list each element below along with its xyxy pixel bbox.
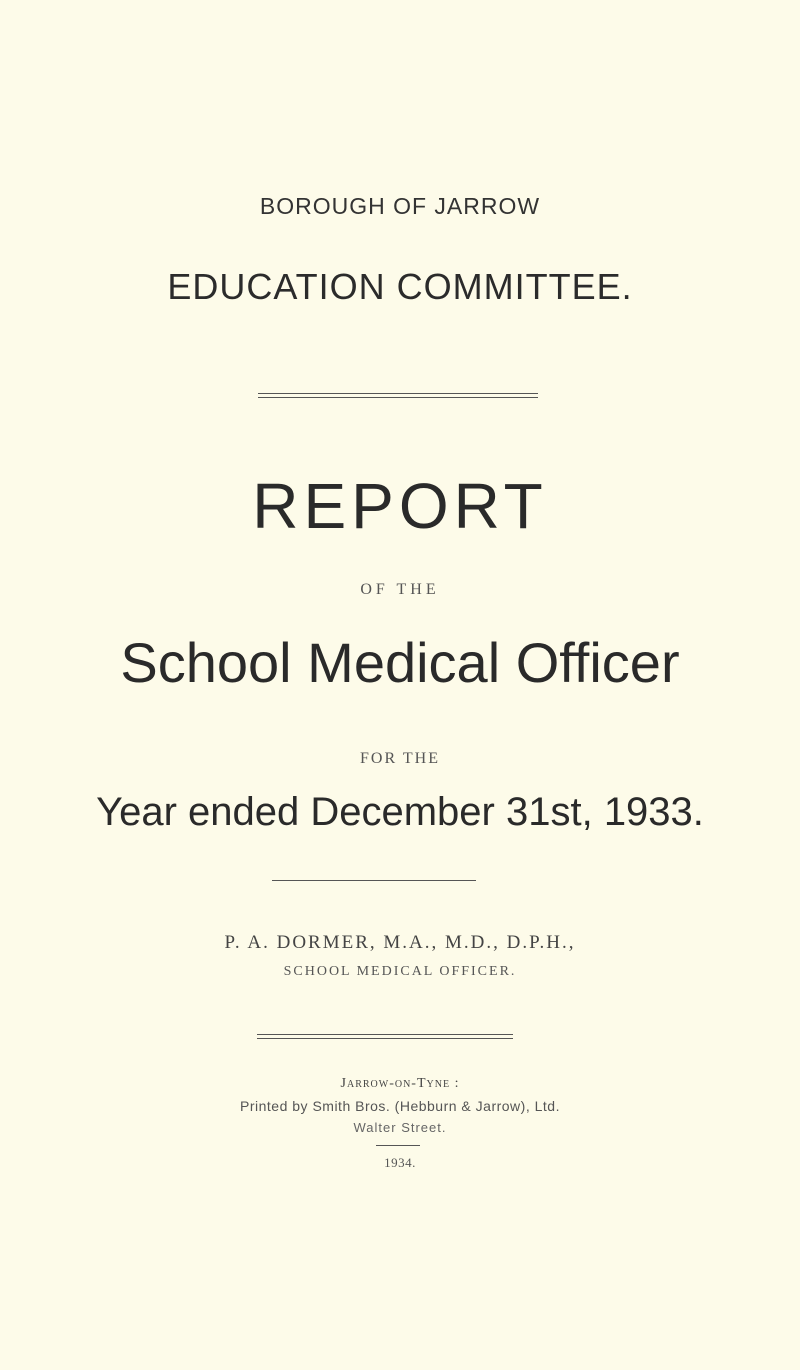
report-title: REPORT	[252, 470, 548, 542]
short-rule	[376, 1145, 420, 1146]
imprint-printer: Printed by Smith Bros. (Hebburn & Jarrow), Ltd.	[240, 1098, 560, 1114]
publication-year: 1934.	[384, 1155, 416, 1170]
double-rule-bottom-a	[257, 1034, 513, 1035]
double-rule-top-b	[258, 397, 538, 398]
double-rule-top-a	[258, 393, 538, 394]
author-name: P. A. DORMER, M.A., M.D., D.P.H.,	[224, 932, 576, 953]
for-the-text: FOR THE	[360, 750, 440, 767]
committee-heading: EDUCATION COMMITTEE.	[167, 266, 633, 307]
borough-heading: BOROUGH OF JARROW	[259, 193, 541, 219]
report-period: Year ended December 31st, 1933.	[96, 790, 704, 834]
single-rule	[272, 880, 476, 881]
double-rule-bottom-b	[257, 1038, 513, 1039]
imprint-place: Jarrow-on-Tyne :	[340, 1076, 460, 1091]
author-role: SCHOOL MEDICAL OFFICER.	[283, 964, 517, 979]
of-the-text: OF THE	[360, 581, 440, 598]
officer-title: School Medical Officer	[120, 631, 680, 694]
imprint-street: Walter Street.	[353, 1120, 447, 1135]
